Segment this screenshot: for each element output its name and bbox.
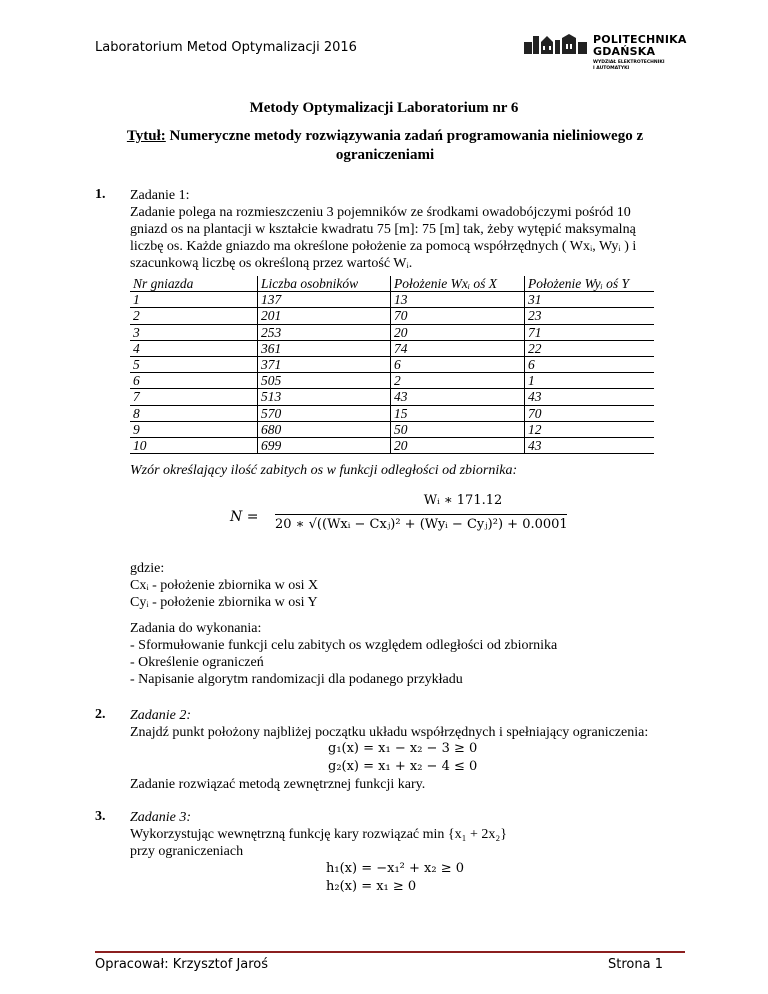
table-cell: 505 <box>258 373 391 389</box>
nests-table <box>130 276 654 454</box>
subtitle-text: Numeryczne metody rozwiązywania zadań programowania nieliniowego z ograniczeniami <box>165 128 644 163</box>
table-cell: 43 <box>391 389 525 405</box>
formula-lhs: N = <box>230 509 259 525</box>
task-3-text <box>130 809 507 860</box>
logo-subtitle <box>593 60 665 72</box>
table-cell: 31 <box>525 292 655 308</box>
formula-denominator: 20 ∗ √((Wxᵢ − Cxⱼ)² + (Wyᵢ − Cyⱼ)²) + 0.0001 <box>275 517 568 532</box>
cx-definition: Cxᵢ - położenie zbiornika w osi X <box>130 578 319 593</box>
task-1-text <box>130 187 636 272</box>
todo-item: - Sformułowanie funkcji celu zabitych os względem odległości od zbiornika <box>130 638 558 653</box>
table-header-cell: Położenie Wxᵢ oś X <box>391 276 525 292</box>
university-logo-icon <box>523 32 589 56</box>
footer-divider <box>95 951 685 953</box>
footer-author: Opracował: Krzysztof Jaroś <box>95 957 269 972</box>
table-cell: 15 <box>391 405 525 421</box>
formula <box>230 493 570 553</box>
table-header-cell: Nr gniazda <box>130 276 258 292</box>
task-3-heading: Zadanie 3: <box>130 810 192 825</box>
logo-subtitle-line-1: WYDZIAŁ ELEKTROTECHNIKI <box>593 60 665 65</box>
table-cell: 70 <box>391 308 525 324</box>
task-3-line-2: przy ograniczeniach <box>130 844 244 859</box>
task-2-heading: Zadanie 2: <box>130 708 192 723</box>
todo-list <box>130 620 557 688</box>
table-cell: 570 <box>258 405 391 421</box>
table-cell: 4 <box>130 340 258 356</box>
table-cell: 12 <box>525 421 655 437</box>
footer-page-number: Strona 1 <box>608 957 663 972</box>
task-1-number: 1. <box>95 187 106 202</box>
table-cell: 43 <box>525 389 655 405</box>
table-cell: 2 <box>130 308 258 324</box>
task-2-line-2: Zadanie rozwiązać metodą zewnętrznej funkcji kary. <box>130 777 426 792</box>
task-1-line-3: liczbę os. Każde gniazdo ma określone położenie za pomocą współrzędnych ( Wxᵢ, Wyᵢ ) i <box>130 239 637 254</box>
table-cell: 9 <box>130 421 258 437</box>
table-cell: 513 <box>258 389 391 405</box>
todo-item: - Napisanie algorytm randomizacji dla podanego przykładu <box>130 672 463 687</box>
table-cell: 137 <box>258 292 391 308</box>
table-cell: 74 <box>391 340 525 356</box>
task-1-heading: Zadanie 1: <box>130 188 190 203</box>
todo-item: - Określenie ograniczeń <box>130 655 264 670</box>
table-cell: 6 <box>525 356 655 372</box>
constraint-g2: g₂(x) = x₁ + x₂ − 4 ≤ 0 <box>328 759 478 774</box>
table-row <box>130 437 654 453</box>
fraction-bar <box>275 514 567 515</box>
table-cell: 371 <box>258 356 391 372</box>
table-cell: 7 <box>130 389 258 405</box>
logo-title <box>593 34 687 58</box>
table-cell: 13 <box>391 292 525 308</box>
table-cell: 2 <box>391 373 525 389</box>
header-title: Laboratorium Metod Optymalizacji 2016 <box>95 40 357 55</box>
table-cell: 699 <box>258 437 391 453</box>
table-row <box>130 356 654 372</box>
table-body <box>130 292 654 454</box>
subtitle-label: Tytuł: <box>126 128 166 144</box>
definitions <box>130 560 318 611</box>
table-row <box>130 324 654 340</box>
constraint-h1: h₁(x) = −x₁² + x₂ ≥ 0 <box>326 861 464 876</box>
table-row <box>130 292 654 308</box>
table-cell: 22 <box>525 340 655 356</box>
table-cell: 23 <box>525 308 655 324</box>
table-cell: 10 <box>130 437 258 453</box>
table-cell: 5 <box>130 356 258 372</box>
table-row <box>130 373 654 389</box>
table-cell: 71 <box>525 324 655 340</box>
table-cell: 6 <box>391 356 525 372</box>
table-cell: 20 <box>391 437 525 453</box>
table-cell: 361 <box>258 340 391 356</box>
task-2-line-1: Znajdź punkt położony najbliżej początku układu współrzędnych i spełniający ograniczenia: <box>130 725 649 740</box>
task-2-number: 2. <box>95 707 106 722</box>
logo-subtitle-line-2: I AUTOMATYKI <box>593 66 630 71</box>
task-3-number: 3. <box>95 809 106 824</box>
table-row <box>130 308 654 324</box>
table-cell: 70 <box>525 405 655 421</box>
logo-title-line-2: GDAŃSKA <box>593 45 656 58</box>
todo-title: Zadania do wykonania: <box>130 621 262 636</box>
document-subtitle <box>120 127 650 165</box>
constraint-g1: g₁(x) = x₁ − x₂ − 3 ≥ 0 <box>328 741 478 756</box>
table-cell: 8 <box>130 405 258 421</box>
table-cell: 50 <box>391 421 525 437</box>
table-row <box>130 405 654 421</box>
task-2-text <box>130 707 648 741</box>
table-cell: 6 <box>130 373 258 389</box>
task-1-line-2: gniazd os na plantacji w kształcie kwadratu 75 [m]: 75 [m] tak, żeby wytępić maksymalną <box>130 222 636 237</box>
table-cell: 3 <box>130 324 258 340</box>
task-1-line-4: szacunkową liczbę os określoną przez wartość Wᵢ. <box>130 256 413 271</box>
logo-title-line-1: POLITECHNIKA <box>593 33 687 46</box>
table-cell: 680 <box>258 421 391 437</box>
cy-definition: Cyᵢ - położenie zbiornika w osi Y <box>130 595 318 610</box>
table-cell: 20 <box>391 324 525 340</box>
table-header-cell: Położenie Wyᵢ oś Y <box>525 276 655 292</box>
university-logo <box>523 32 687 80</box>
table-header-row <box>130 276 654 292</box>
table-cell: 201 <box>258 308 391 324</box>
table-cell: 253 <box>258 324 391 340</box>
document-title: Metody Optymalizacji Laboratorium nr 6 <box>249 100 519 116</box>
formula-intro: Wzór określający ilość zabitych os w funkcji odległości od zbiornika: <box>130 463 518 478</box>
table-cell: 1 <box>130 292 258 308</box>
table-row <box>130 421 654 437</box>
gdzie-label: gdzie: <box>130 561 165 576</box>
constraint-h2: h₂(x) = x₁ ≥ 0 <box>326 879 417 894</box>
table-header-cell: Liczba osobników <box>258 276 391 292</box>
table-cell: 43 <box>525 437 655 453</box>
table-row <box>130 389 654 405</box>
task-1-line-1: Zadanie polega na rozmieszczeniu 3 pojemników ze środkami owadobójczymi pośród 10 <box>130 205 631 220</box>
task-3-line-1: Wykorzystując wewnętrzną funkcję kary rozwiązać min {x₁ + 2x₂} <box>130 827 507 842</box>
table-cell: 1 <box>525 373 655 389</box>
formula-numerator: Wᵢ ∗ 171.12 <box>423 493 503 508</box>
table-row <box>130 340 654 356</box>
